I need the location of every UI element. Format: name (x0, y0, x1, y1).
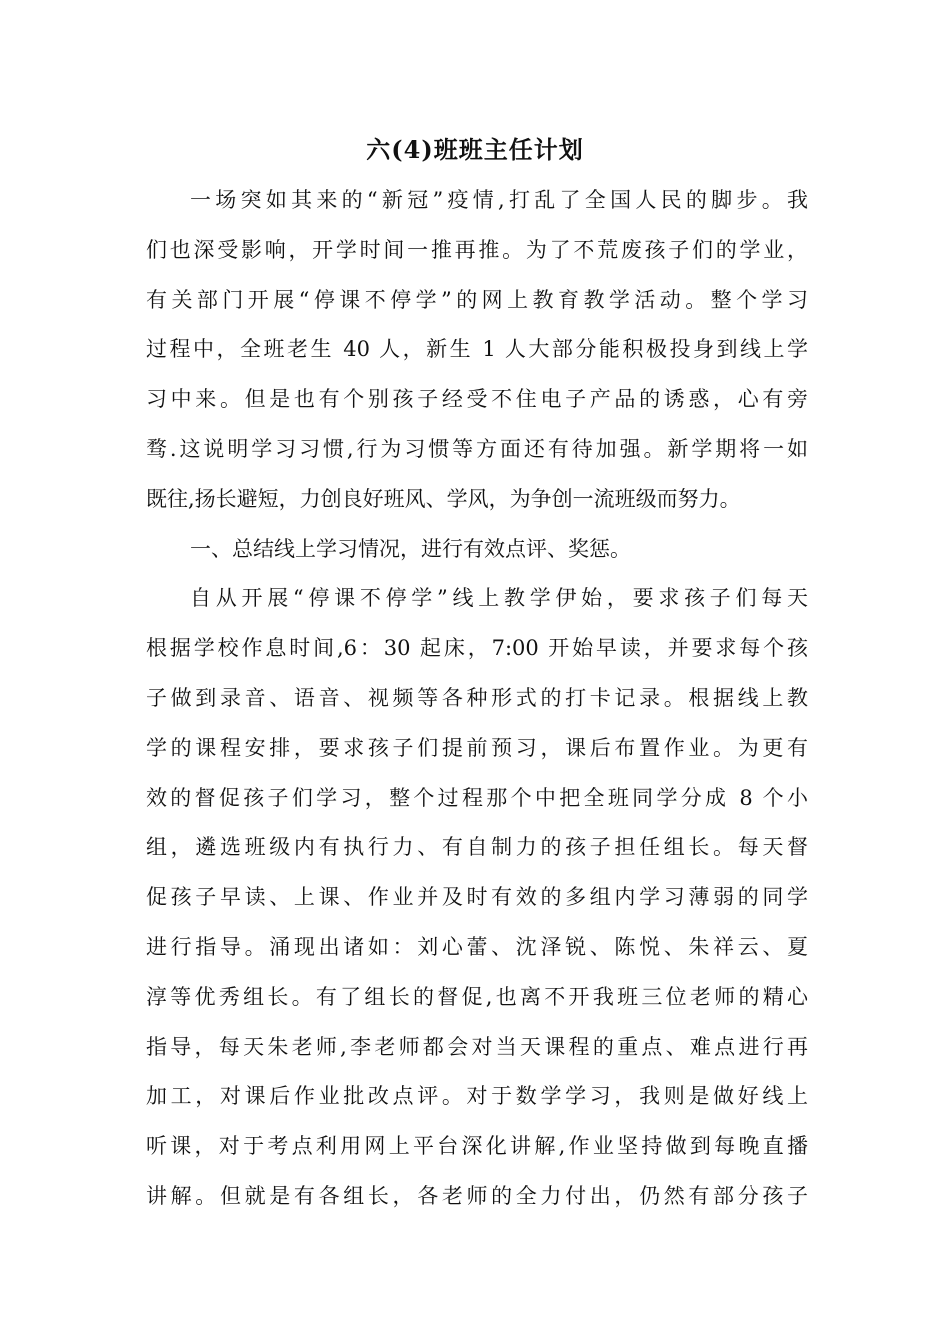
text-line: 一、总结线上学习情况，进行有效点评、奖惩。 (190, 536, 631, 561)
text-line: 进行指导。涌现出诸如：刘心蕾、沈泽锐、陈悦、朱祥云、夏 (146, 934, 808, 959)
text-line: 组，遴选班级内有执行力、有自制力的孩子担任组长。每天督 (146, 835, 808, 860)
text-line: 听课，对于考点利用网上平台深化讲解,作业坚持做到每晚直播 (146, 1134, 808, 1159)
text-line: 学的课程安排，要求孩子们提前预习，课后布置作业。为更有 (146, 735, 808, 760)
text-line: 骛.这说明学习习惯,行为习惯等方面还有待加强。新学期将一如 (146, 436, 808, 461)
text-line: 子做到录音、语音、视频等各种形式的打卡记录。根据线上教 (146, 685, 808, 710)
text-line: 习中来。但是也有个别孩子经受不住电子产品的诱惑，心有旁 (146, 387, 808, 412)
text-line: 过程中，全班老生 40 人，新生 1 人大部分能积极投身到线上学 (146, 337, 808, 362)
text-line: 自从开展“停课不停学”线上教学伊始，要求孩子们每天 (190, 586, 808, 611)
text-line: 淳等优秀组长。有了组长的督促,也离不开我班三位老师的精心 (146, 984, 808, 1009)
document-title: 六(4)班班主任计划 (366, 135, 584, 164)
text-line: 加工，对课后作业批改点评。对于数学学习，我则是做好线上 (146, 1084, 808, 1109)
text-line: 效的督促孩子们学习，整个过程那个中把全班同学分成 8 个小 (146, 785, 808, 810)
text-line: 促孩子早读、上课、作业并及时有效的多组内学习薄弱的同学 (146, 885, 808, 910)
text-line: 有关部门开展“停课不停学”的网上教育教学活动。整个学习 (146, 287, 808, 312)
text-line: 一场突如其来的“新冠”疫情,打乱了全国人民的脚步。我 (190, 188, 808, 212)
document-body (146, 176, 808, 1222)
text-line: 们也深受影响，开学时间一推再推。为了不荒废孩子们的学业， (146, 237, 808, 262)
text-line: 讲解。但就是有各组长，各老师的全力付出，仍然有部分孩子 (146, 1183, 808, 1208)
text-line: 指导，每天朱老师,李老师都会对当天课程的重点、难点进行再 (146, 1034, 808, 1059)
text-line: 根据学校作息时间,6：30 起床，7:00 开始早读，并要求每个孩 (146, 636, 808, 661)
text-line: 既往,扬长避短，力创良好班风、学风，为争创一流班级而努力。 (146, 486, 741, 511)
